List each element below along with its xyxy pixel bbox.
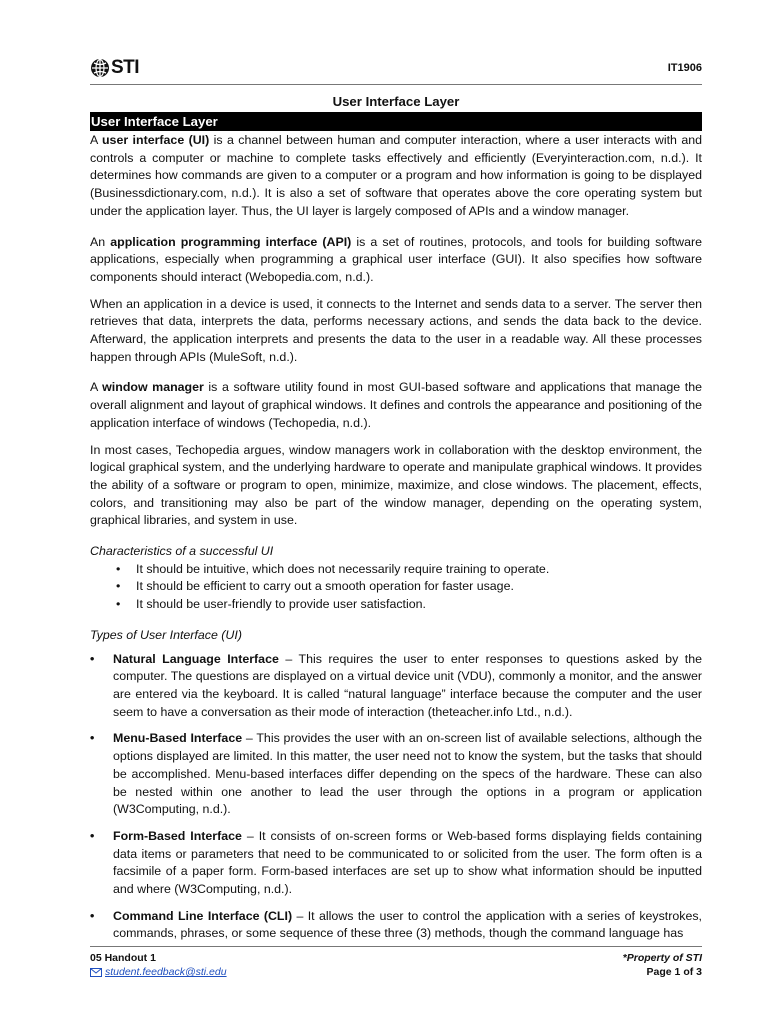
footer-left (90, 951, 227, 979)
list-item (90, 651, 702, 722)
list-item (90, 596, 702, 614)
text-run: A (90, 133, 102, 147)
paragraph-ui (90, 132, 702, 221)
characteristics-heading: Characteristics of a successful UI (90, 544, 274, 559)
bullet-icon: • (116, 579, 121, 594)
types-list (90, 651, 702, 944)
section-heading: User Interface Layer (90, 112, 702, 131)
type-description: – This requires the user to enter responses to questions asked by the computer. The questions are displayed on a virtual device unit (VDU), commonly a monitor, and the answer are entered via the keyboard. It is called “natural language” interface because the computer and the user seem to have a conversation as their mode of interaction (theteacher.info Ltd., n.d.). (113, 651, 702, 719)
paragraph-api-process: When an application in a device is used, it connects to the Internet and sends data to a server. The server then retrieves that data, interprets the data, performs necessary actions, and sends the data back to the device. Afterward, the application interprets and presents the data to the user in a readable way. All these processes happen through APIs (MuleSoft, n.d.). (90, 296, 702, 364)
text-run: A (90, 380, 103, 395)
type-description: – This provides the user with an on-screen list of available selections, although the options displayed are limited. In this matter, the user need not to know the system, but the tasks that should be accomplished. Menu-based interfaces differ depending on the specs of the hardware. These can also be nested within one another to lead the user through the options in a program or application (W3Computing, n.d.). (113, 731, 702, 817)
bullet-icon: • (116, 597, 121, 612)
bullet-icon: • (116, 561, 121, 576)
sti-logo (90, 56, 139, 80)
type-term: Menu-Based Interface (113, 731, 243, 746)
text-run: An (90, 234, 111, 249)
list-item-text: It should be user-friendly to provide user satisfaction. (136, 597, 426, 612)
type-description: – It consists of on-screen forms or Web-based forms displaying fields containing data items or parameters that need to be communicated to or solicited from the user. The form often is a facsimile of a paper form. Form-based interfaces are set up to show what information should be inputted and where (W3Computing, n.d.). (113, 828, 702, 897)
characteristics-list (90, 561, 702, 614)
paragraph-techopedia: In most cases, Techopedia argues, window managers work in collaboration with the desktop environment, the logical graphical system, and the underlying hardware to operate and manipulate graphical windows. It provides the ability of a software or program to open, minimize, maximize, and close windows. The placement, effects, colors, and transitioning may also be part of the window manager, depending on the operating system, graphical libraries, and system in use. (90, 442, 702, 528)
list-item (90, 908, 702, 943)
page-title: User Interface Layer (332, 94, 460, 109)
bullet-icon: • (90, 651, 95, 666)
feedback-email-row (90, 965, 227, 979)
list-item-text: It should be intuitive, which does not necessarily require training to operate. (136, 561, 550, 576)
term-api: application programming interface (API) (110, 234, 352, 249)
paragraph-api (90, 234, 702, 287)
list-item (90, 730, 702, 819)
handout-label: 05 Handout 1 (90, 952, 156, 964)
type-term: Command Line Interface (CLI) (113, 908, 293, 923)
type-term: Form-Based Interface (113, 828, 242, 843)
list-item (90, 828, 702, 899)
type-description: – It allows the user to control the application with a series of keystrokes, commands, phrases, or some sequence of these three (3) methods, though the command language has (113, 908, 702, 941)
bullet-icon: • (90, 731, 95, 746)
page-number: Page 1 of 3 (646, 966, 702, 978)
list-item (90, 578, 702, 596)
bullet-icon: • (90, 908, 95, 923)
bullet-icon: • (90, 828, 95, 843)
type-term: Natural Language Interface (113, 651, 279, 666)
property-notice: *Property of STI (622, 952, 702, 964)
types-heading: Types of User Interface (UI) (90, 627, 242, 642)
term-ui: user interface (UI) (101, 133, 210, 147)
text-run: is a set of routines, protocols, and tools for building software applications, especially when programming a graphical user interface (GUI). It also specifies how software components should interact (Webopedia.com, n.d.). (90, 234, 702, 284)
sti-globe-icon (90, 58, 110, 78)
footer-divider (90, 946, 702, 947)
document-code: IT1906 (667, 62, 702, 74)
list-item-text: It should be efficient to carry out a smooth operation for faster usage. (136, 579, 514, 594)
list-item (90, 561, 702, 579)
feedback-email-link[interactable]: student.feedback@sti.edu (105, 966, 227, 978)
text-run: is a software utility found in most GUI-based software and applications that manage the overall alignment and layout of graphical windows. It defines and controls the appearance and positioning of the application interface of windows (Techopedia, n.d.). (90, 380, 702, 430)
envelope-icon (90, 968, 102, 977)
logo-text: STI (111, 57, 140, 78)
text-run: is a channel between human and computer interaction, where a user interacts with and controls a computer or machine to complete tasks effectively and efficiently (Everyinteraction.com, n.d.). It determines how commands are given to a computer or a program and how information is going to be displayed (Businessdictionary.com, n.d.). It is also a set of software that operates above the core operating system but under the application layer. Thus, the UI layer is largely composed of APIs and a window manager. (90, 133, 702, 218)
paragraph-window-manager (90, 379, 702, 432)
page-header (90, 56, 702, 80)
footer-right (623, 951, 702, 979)
term-window-manager: window manager (102, 380, 204, 395)
body-content (90, 132, 702, 943)
header-divider (90, 84, 702, 85)
